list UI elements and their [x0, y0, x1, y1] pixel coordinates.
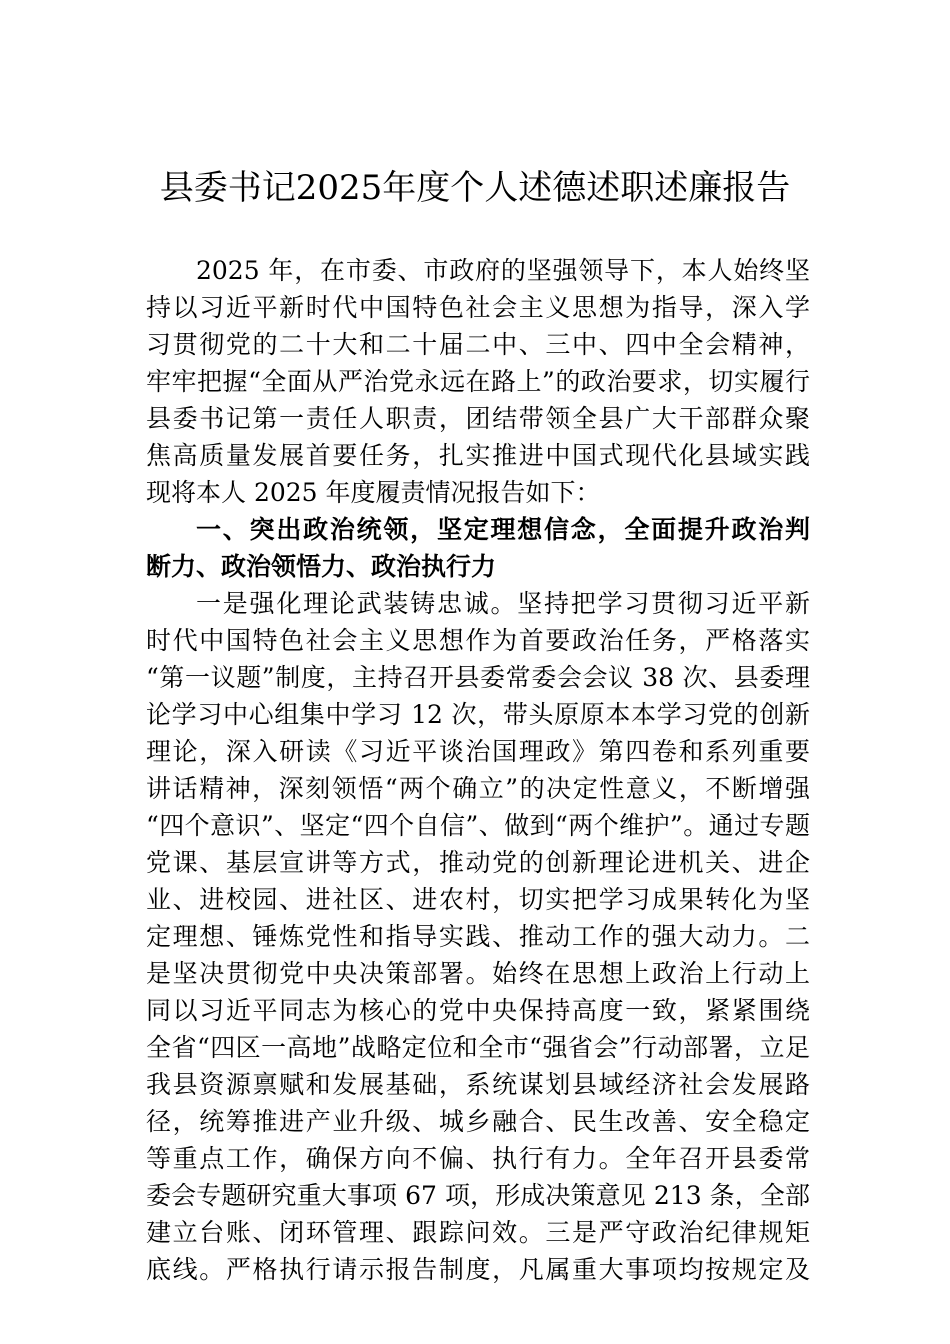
body-line: 同以习近平同志为核心的党中央保持高度一致，紧紧围绕 [146, 996, 810, 1025]
body-line: 时代中国特色社会主义思想作为首要政治任务，严格落实 [146, 626, 810, 655]
document-title: 县委书记2025年度个人述德述职述廉报告 [159, 168, 791, 208]
body-line: 理论，深入研读《习近平谈治国理政》第四卷和系列重要 [146, 737, 810, 766]
body-line: 全省“四区一高地”战略定位和全市“强省会”行动部署，立足 [146, 1033, 810, 1062]
body-line: 党课、基层宣讲等方式，推动党的创新理论进机关、进企 [146, 848, 810, 877]
section-heading-line: 一、突出政治统领，坚定理想信念，全面提升政治判 [196, 515, 810, 544]
body-line: 2025 年，在市委、市政府的坚强领导下，本人始终坚 [196, 256, 810, 285]
body-line: 牢牢把握“全面从严治党永远在路上”的政治要求，切实履行 [146, 367, 810, 396]
body-line: 我县资源禀赋和发展基础，系统谋划县域经济社会发展路 [146, 1070, 810, 1099]
body-line: 县委书记第一责任人职责，团结带领全县广大干部群众聚 [146, 404, 810, 433]
body-line: 现将本人 2025 年度履责情况报告如下： [146, 478, 601, 507]
body-line: 等重点工作，确保方向不偏、执行有力。全年召开县委常 [146, 1144, 810, 1173]
body-line: 论学习中心组集中学习 12 次，带头原原本本学习党的创新 [146, 700, 810, 729]
body-line: 底线。严格执行请示报告制度，凡属重大事项均按规定及 [146, 1255, 810, 1284]
body-line: 焦高质量发展首要任务，扎实推进中国式现代化县域实践 [146, 441, 810, 470]
body-line: “四个意识”、坚定“四个自信”、做到“两个维护”。通过专题 [146, 811, 810, 840]
body-line: 讲话精神，深刻领悟“两个确立”的决定性意义，不断增强 [146, 774, 810, 803]
body-line: 一是强化理论武装铸忠诚。坚持把学习贯彻习近平新 [196, 589, 810, 618]
body-line: 持以习近平新时代中国特色社会主义思想为指导，深入学 [146, 293, 810, 322]
body-line: 径，统筹推进产业升级、城乡融合、民生改善、安全稳定 [146, 1107, 810, 1136]
body-line: 委会专题研究重大事项 67 项，形成决策意见 213 条，全部 [146, 1181, 810, 1210]
body-line: 定理想、锤炼党性和指导实践、推动工作的强大动力。二 [146, 922, 810, 951]
body-line: 业、进校园、进社区、进农村，切实把学习成果转化为坚 [146, 885, 810, 914]
body-line: 习贯彻党的二十大和二十届二中、三中、四中全会精神， [146, 330, 810, 359]
section-heading-line: 断力、政治领悟力、政治执行力 [146, 552, 497, 581]
document-body [146, 252, 810, 1288]
body-line: 是坚决贯彻党中央决策部署。始终在思想上政治上行动上 [146, 959, 810, 988]
body-line: “第一议题”制度，主持召开县委常委会会议 38 次、县委理 [146, 663, 810, 692]
body-line: 建立台账、闭环管理、跟踪问效。三是严守政治纪律规矩 [146, 1218, 810, 1247]
